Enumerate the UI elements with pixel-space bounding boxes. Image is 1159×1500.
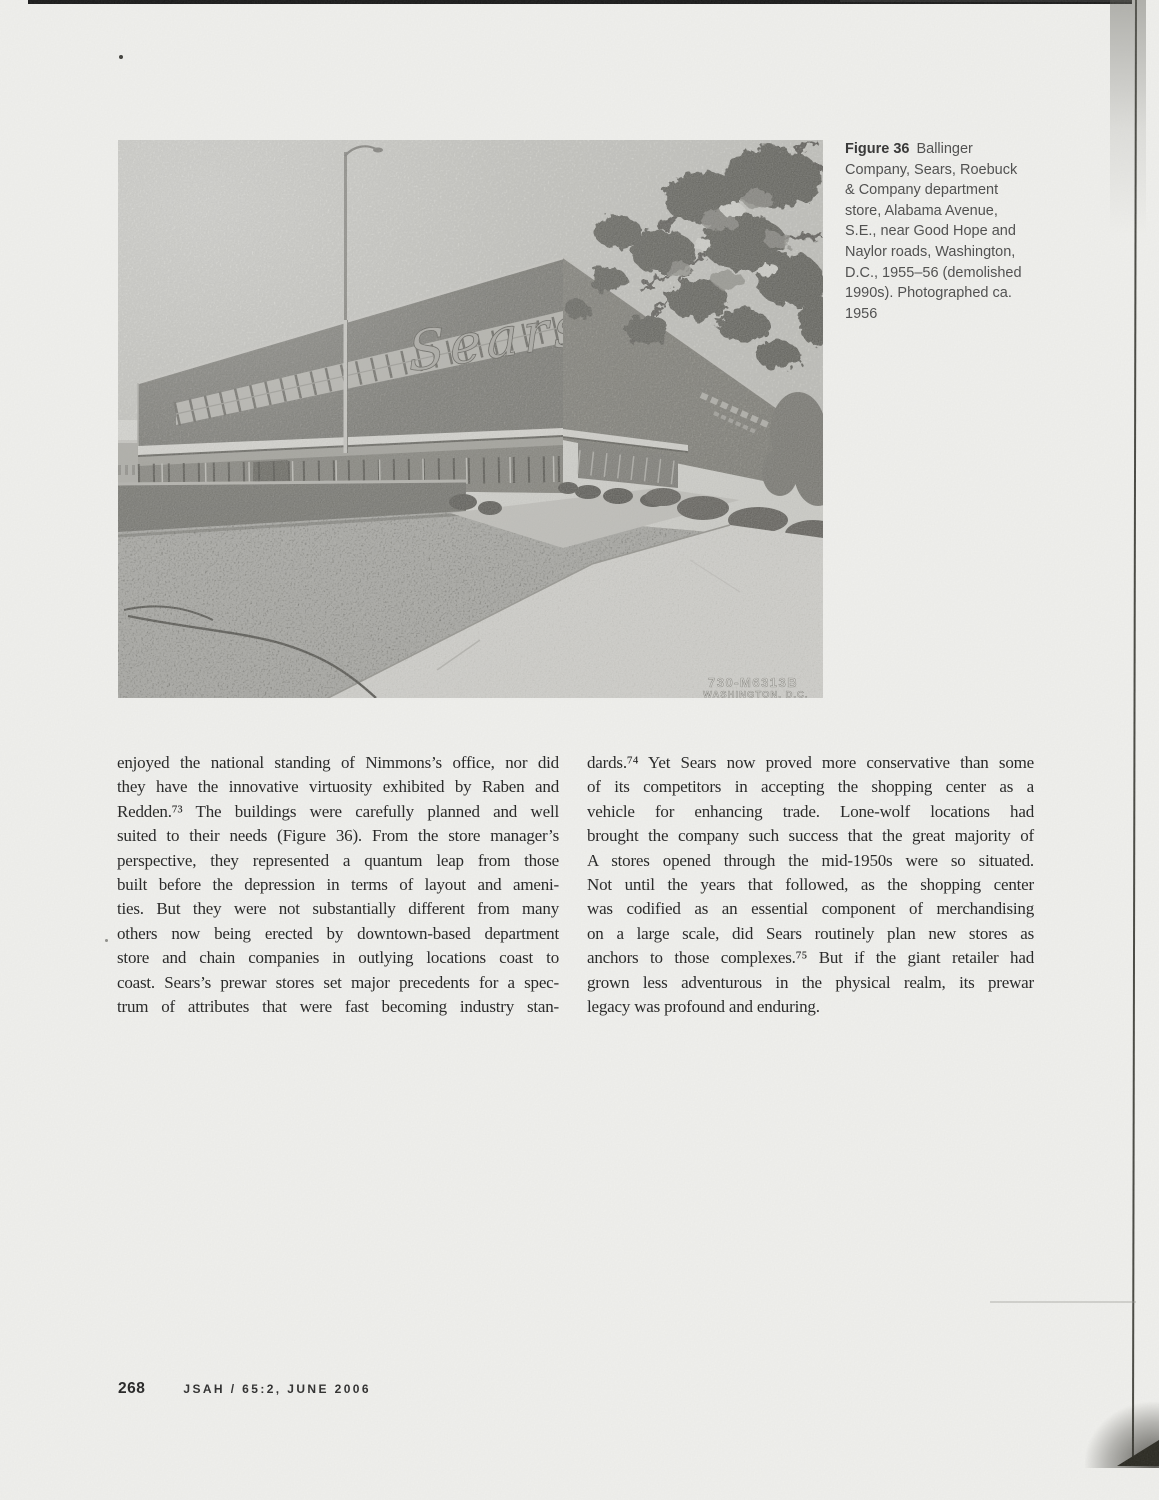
journal-citation: JSAH / 65:2, JUNE 2006 [183, 1382, 371, 1396]
caption-line: 1956 [845, 305, 878, 322]
page-footer [118, 1380, 371, 1398]
caption-line: store, Alabama Avenue, [845, 202, 998, 219]
text-line: brought the company such success that the great majority of [587, 826, 1034, 846]
text-line: ties. But they were not substantially different from many [117, 899, 559, 919]
figure-36-photograph [118, 140, 823, 698]
department-store-photo-svg [118, 140, 823, 698]
text-line: built before the depression in terms of layout and ameni- [117, 875, 559, 895]
text-line: they have the innovative virtuosity exhibited by Raben and [117, 777, 559, 797]
caption-figure-number: Figure 36 [845, 141, 910, 157]
body-left-column [117, 751, 559, 1019]
caption-text: Ballinger [916, 141, 973, 157]
text-line: grown less adventurous in the physical realm, its prewar [587, 972, 1034, 992]
caption-line: D.C., 1955–56 (demolished [845, 264, 1022, 281]
caption-line: Company, Sears, Roebuck [845, 161, 1018, 178]
caption-line: S.E., near Good Hope and [845, 223, 1016, 240]
scan-speck [105, 939, 108, 942]
scan-top-edge-artifact [840, 0, 1132, 2]
figure-caption [845, 139, 1050, 324]
text-line: enjoyed the national standing of Nimmons’s office, nor did [117, 753, 559, 772]
text-line: legacy was profound and enduring. [587, 997, 820, 1017]
body-right-column [587, 751, 1034, 1019]
text-line: Redden.⁷³ The buildings were carefully planned and well [117, 801, 559, 821]
caption-line: 1990s). Photographed ca. [845, 285, 1012, 302]
text-line: suited to their needs (Figure 36). From the store manager’s [117, 826, 559, 846]
text-line: store and chain companies in outlying locations coast to [117, 948, 559, 968]
text-line: dards.⁷⁴ Yet Sears now proved more conservative than some [587, 753, 1034, 772]
text-line: others now being erected by downtown-based department [117, 923, 559, 943]
caption-line: Naylor roads, Washington, [845, 243, 1016, 260]
text-line: was codified as an essential component of merchandising [587, 899, 1034, 919]
text-line: of its competitors in accepting the shopping center as a [587, 777, 1034, 797]
text-line: Not until the years that followed, as the shopping center [587, 875, 1034, 895]
photo-grain [118, 140, 823, 698]
text-line: anchors to those complexes.⁷⁵ But if the giant retailer had [587, 948, 1034, 968]
text-line: trum of attributes that were fast becoming industry stan- [117, 997, 559, 1017]
caption-line [845, 139, 1050, 160]
text-line: coast. Sears’s prewar stores set major precedents for a spec- [117, 972, 559, 992]
text-line: vehicle for enhancing trade. Lone-wolf locations had [587, 801, 1034, 821]
scan-edge-smudge [1110, 0, 1146, 235]
scan-crease-line [990, 1301, 1136, 1303]
scan-speck [119, 55, 123, 59]
caption-line: & Company department [845, 182, 999, 199]
text-line: A stores opened through the mid-1950s were so situated. [587, 850, 1034, 870]
text-line: on a large scale, did Sears routinely plan new stores as [587, 923, 1034, 943]
text-line: perspective, they represented a quantum leap from those [117, 850, 559, 870]
page-number: 268 [118, 1380, 146, 1397]
